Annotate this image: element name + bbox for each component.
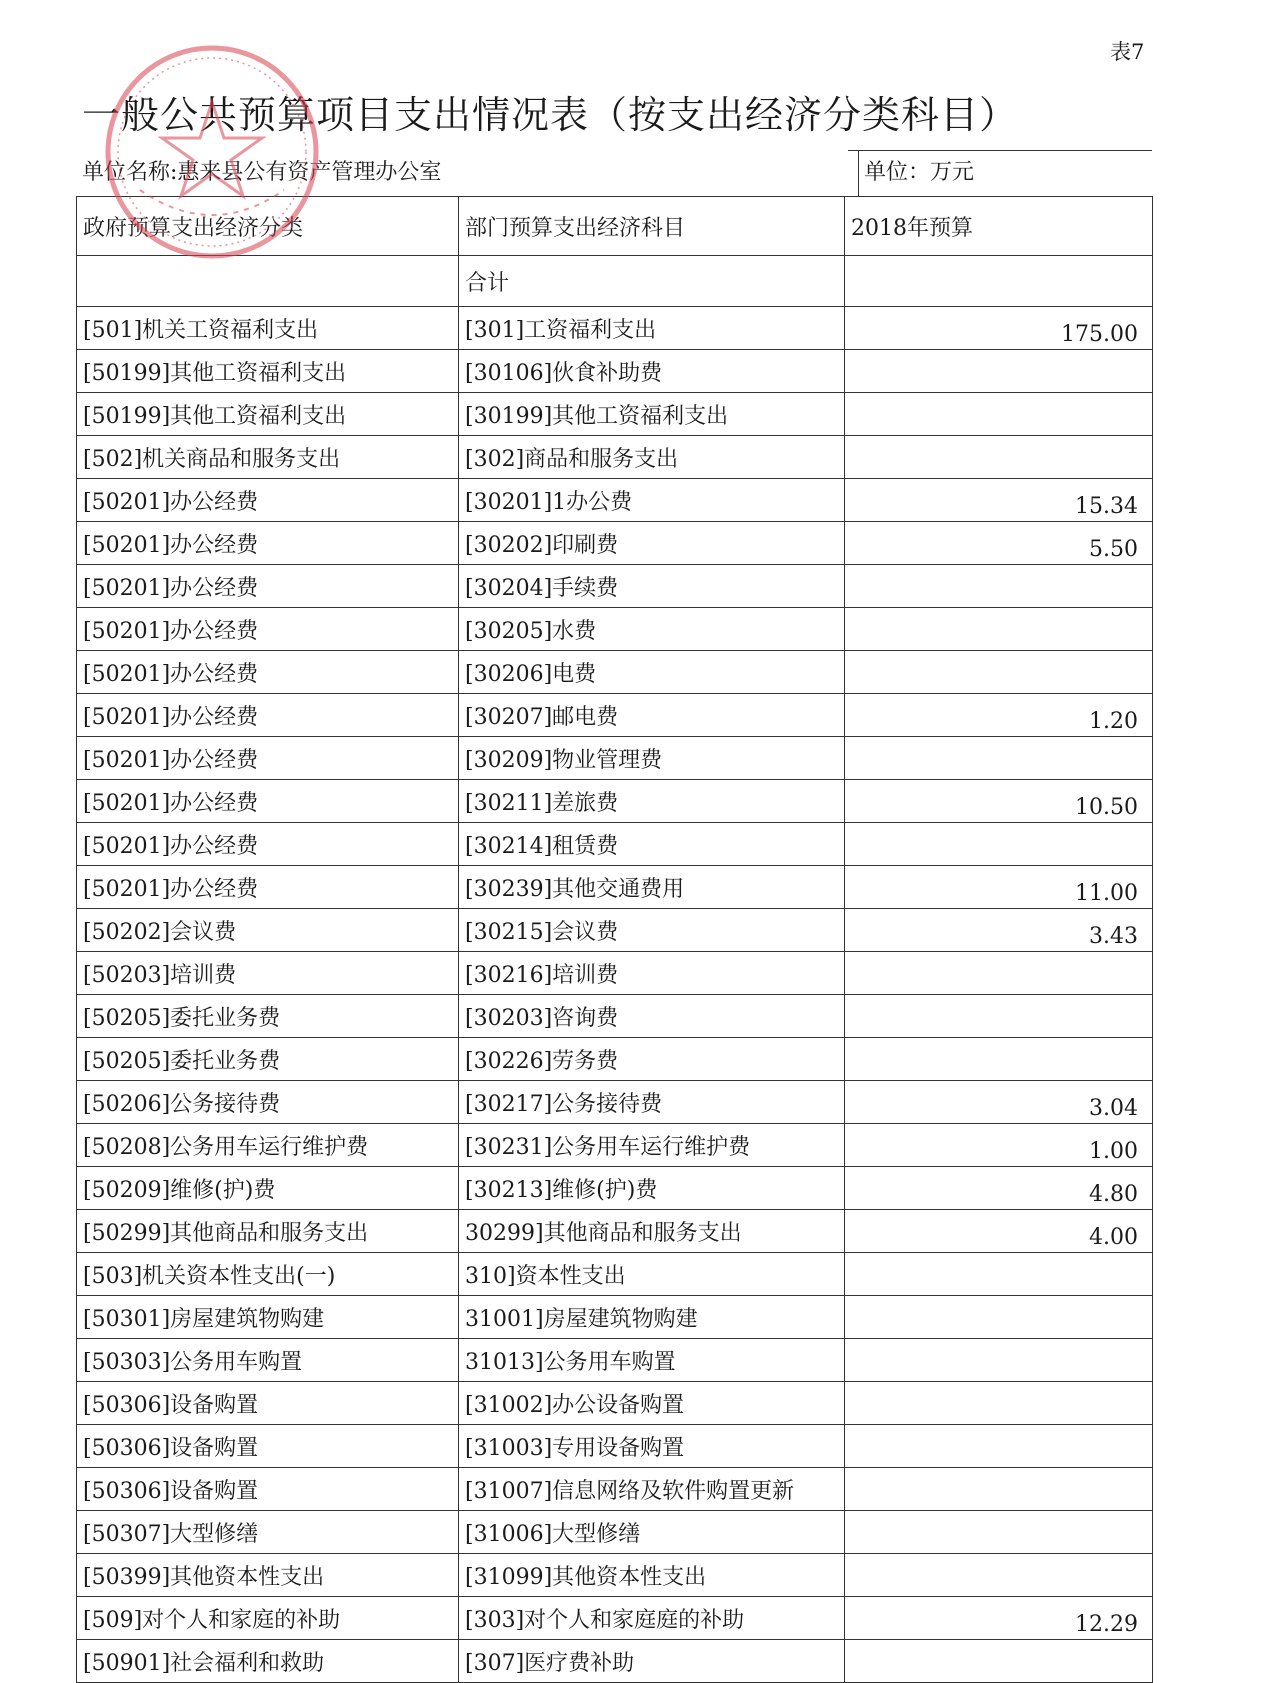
dept-category-cell: [31003]专用设备购置 xyxy=(459,1425,845,1468)
gov-category-cell: [50201]办公经费 xyxy=(77,565,459,608)
table-row xyxy=(77,866,1153,909)
currency-unit: 单位：万元 xyxy=(864,160,975,185)
dept-category-cell: [31099]其他资本性支出 xyxy=(459,1554,845,1597)
budget-amount-cell: 4.00 xyxy=(845,1210,1153,1253)
dept-category-cell: [30216]培训费 xyxy=(459,952,845,995)
gov-category-cell: [502]机关商品和服务支出 xyxy=(77,436,459,479)
table-row xyxy=(77,1425,1153,1468)
budget-amount-cell: 5.50 xyxy=(845,522,1153,565)
header-dept-category: 部门预算支出经济科目 xyxy=(459,197,845,256)
budget-amount-cell: 15.34 xyxy=(845,479,1153,522)
dept-category-cell: [302]商品和服务支出 xyxy=(459,436,845,479)
total-label: 合计 xyxy=(459,256,845,307)
budget-amount-cell xyxy=(845,1253,1153,1296)
gov-category-cell: [50201]办公经费 xyxy=(77,780,459,823)
dept-category-cell: [30226]劳务费 xyxy=(459,1038,845,1081)
gov-category-cell: [50399]其他资本性支出 xyxy=(77,1554,459,1597)
gov-category-cell: [50303]公务用车购置 xyxy=(77,1339,459,1382)
table-row xyxy=(77,1253,1153,1296)
table-row xyxy=(77,479,1153,522)
dept-category-cell: [30211]差旅费 xyxy=(459,780,845,823)
budget-amount-cell: 4.80 xyxy=(845,1167,1153,1210)
budget-amount-cell xyxy=(845,1511,1153,1554)
table-row xyxy=(77,1210,1153,1253)
gov-category-cell: [501]机关工资福利支出 xyxy=(77,307,459,350)
table-row xyxy=(77,307,1153,350)
table-row xyxy=(77,651,1153,694)
budget-amount-cell: 12.29 xyxy=(845,1597,1153,1640)
budget-amount-cell xyxy=(845,1296,1153,1339)
table-row xyxy=(77,909,1153,952)
gov-category-cell: [50201]办公经费 xyxy=(77,823,459,866)
gov-category-cell: [50199]其他工资福利支出 xyxy=(77,350,459,393)
dept-category-cell: [30215]会议费 xyxy=(459,909,845,952)
budget-amount-cell xyxy=(845,995,1153,1038)
dept-category-cell: [30207]邮电费 xyxy=(459,694,845,737)
table-row xyxy=(77,565,1153,608)
dept-category-cell: [30201]1办公费 xyxy=(459,479,845,522)
budget-amount-cell xyxy=(845,350,1153,393)
budget-amount-cell: 11.00 xyxy=(845,866,1153,909)
table-row xyxy=(77,1640,1153,1683)
gov-category-cell: [50201]办公经费 xyxy=(77,479,459,522)
table-row xyxy=(77,350,1153,393)
total-row xyxy=(77,256,1153,307)
gov-category-cell: [50205]委托业务费 xyxy=(77,1038,459,1081)
header-budget-2018: 2018年预算 xyxy=(845,197,1153,256)
budget-amount-cell: 1.20 xyxy=(845,694,1153,737)
budget-amount-cell xyxy=(845,1425,1153,1468)
gov-category-cell: [50199]其他工资福利支出 xyxy=(77,393,459,436)
budget-amount-cell xyxy=(845,1640,1153,1683)
dept-category-cell: [30204]手续费 xyxy=(459,565,845,608)
gov-category-cell: [50307]大型修缮 xyxy=(77,1511,459,1554)
budget-amount-cell: 10.50 xyxy=(845,780,1153,823)
gov-category-cell: [50206]公务接待费 xyxy=(77,1081,459,1124)
dept-category-cell: [307]医疗费补助 xyxy=(459,1640,845,1683)
dept-category-cell: [30217]公务接待费 xyxy=(459,1081,845,1124)
dept-category-cell: [31007]信息网络及软件购置更新 xyxy=(459,1468,845,1511)
budget-amount-cell xyxy=(845,1382,1153,1425)
table-row xyxy=(77,1511,1153,1554)
dept-category-cell: [30106]伙食补助费 xyxy=(459,350,845,393)
budget-amount-cell xyxy=(845,1468,1153,1511)
table-row xyxy=(77,823,1153,866)
gov-category-cell: [50301]房屋建筑物购建 xyxy=(77,1296,459,1339)
gov-category-cell: [50299]其他商品和服务支出 xyxy=(77,1210,459,1253)
gov-category-cell: [50201]办公经费 xyxy=(77,522,459,565)
table-row xyxy=(77,995,1153,1038)
total-amount xyxy=(845,256,1153,307)
header-row xyxy=(77,197,1153,256)
dept-category-cell: [31006]大型修缮 xyxy=(459,1511,845,1554)
gov-category-cell: [503]机关资本性支出(一) xyxy=(77,1253,459,1296)
dept-category-cell: [30206]电费 xyxy=(459,651,845,694)
table-row xyxy=(77,780,1153,823)
table-number: 表7 xyxy=(1110,40,1145,64)
page-title: 一般公共预算项目支出情况表（按支出经济分类科目） xyxy=(82,93,1019,137)
gov-category-cell: [50201]办公经费 xyxy=(77,651,459,694)
dept-category-cell: [30203]咨询费 xyxy=(459,995,845,1038)
budget-amount-cell xyxy=(845,393,1153,436)
gov-category-cell: [50202]会议费 xyxy=(77,909,459,952)
gov-category-cell: [50306]设备购置 xyxy=(77,1468,459,1511)
table-row xyxy=(77,694,1153,737)
table-row xyxy=(77,1468,1153,1511)
dept-category-cell: [303]对个人和家庭庭的补助 xyxy=(459,1597,845,1640)
budget-amount-cell xyxy=(845,823,1153,866)
table-row xyxy=(77,393,1153,436)
unit-name: 单位名称:惠来县公有资产管理办公室 xyxy=(82,160,442,185)
budget-amount-cell: 3.43 xyxy=(845,909,1153,952)
gov-category-cell: [50205]委托业务费 xyxy=(77,995,459,1038)
gov-category-cell: [50306]设备购置 xyxy=(77,1425,459,1468)
dept-category-cell: [30214]租赁费 xyxy=(459,823,845,866)
budget-amount-cell xyxy=(845,565,1153,608)
table-row xyxy=(77,1597,1153,1640)
budget-amount-cell: 3.04 xyxy=(845,1081,1153,1124)
header-gov-category: 政府预算支出经济分类 xyxy=(77,197,459,256)
gov-category-cell: [50209]维修(护)费 xyxy=(77,1167,459,1210)
unit-info-row xyxy=(76,150,1152,196)
gov-category-cell: [50306]设备购置 xyxy=(77,1382,459,1425)
budget-amount-cell xyxy=(845,737,1153,780)
table-row xyxy=(77,952,1153,995)
budget-amount-cell xyxy=(845,608,1153,651)
dept-category-cell: 31013]公务用车购置 xyxy=(459,1339,845,1382)
gov-category-cell: [50201]办公经费 xyxy=(77,737,459,780)
dept-category-cell: [30231]公务用车运行维护费 xyxy=(459,1124,845,1167)
table-row xyxy=(77,608,1153,651)
dept-category-cell: [30213]维修(护)费 xyxy=(459,1167,845,1210)
budget-amount-cell xyxy=(845,436,1153,479)
table-row xyxy=(77,1296,1153,1339)
table-row xyxy=(77,1554,1153,1597)
dept-category-cell: 30299]其他商品和服务支出 xyxy=(459,1210,845,1253)
dept-category-cell: [30199]其他工资福利支出 xyxy=(459,393,845,436)
budget-amount-cell xyxy=(845,651,1153,694)
budget-amount-cell xyxy=(845,1554,1153,1597)
dept-category-cell: 310]资本性支出 xyxy=(459,1253,845,1296)
table-row xyxy=(77,1038,1153,1081)
gov-category-cell: [50901]社会福利和救助 xyxy=(77,1640,459,1683)
gov-category-cell: [509]对个人和家庭的补助 xyxy=(77,1597,459,1640)
dept-category-cell: [30205]水费 xyxy=(459,608,845,651)
total-gov-cell xyxy=(77,256,459,307)
gov-category-cell: [50201]办公经费 xyxy=(77,608,459,651)
table-row xyxy=(77,1167,1153,1210)
dept-category-cell: [30209]物业管理费 xyxy=(459,737,845,780)
table-row xyxy=(77,1124,1153,1167)
budget-amount-cell xyxy=(845,1038,1153,1081)
dept-category-cell: [30239]其他交通费用 xyxy=(459,866,845,909)
budget-amount-cell: 1.00 xyxy=(845,1124,1153,1167)
gov-category-cell: [50201]办公经费 xyxy=(77,866,459,909)
gov-category-cell: [50208]公务用车运行维护费 xyxy=(77,1124,459,1167)
budget-amount-cell: 175.00 xyxy=(845,307,1153,350)
budget-amount-cell xyxy=(845,1339,1153,1382)
gov-category-cell: [50203]培训费 xyxy=(77,952,459,995)
table-row xyxy=(77,1382,1153,1425)
gov-category-cell: [50201]办公经费 xyxy=(77,694,459,737)
dept-category-cell: 31001]房屋建筑物购建 xyxy=(459,1296,845,1339)
table-row xyxy=(77,1339,1153,1382)
dept-category-cell: [301]工资福利支出 xyxy=(459,307,845,350)
dept-category-cell: [31002]办公设备购置 xyxy=(459,1382,845,1425)
table-row xyxy=(77,522,1153,565)
table-row xyxy=(77,436,1153,479)
table-row xyxy=(77,737,1153,780)
dept-category-cell: [30202]印刷费 xyxy=(459,522,845,565)
table-row xyxy=(77,1081,1153,1124)
budget-table xyxy=(76,196,1153,1683)
budget-amount-cell xyxy=(845,952,1153,995)
